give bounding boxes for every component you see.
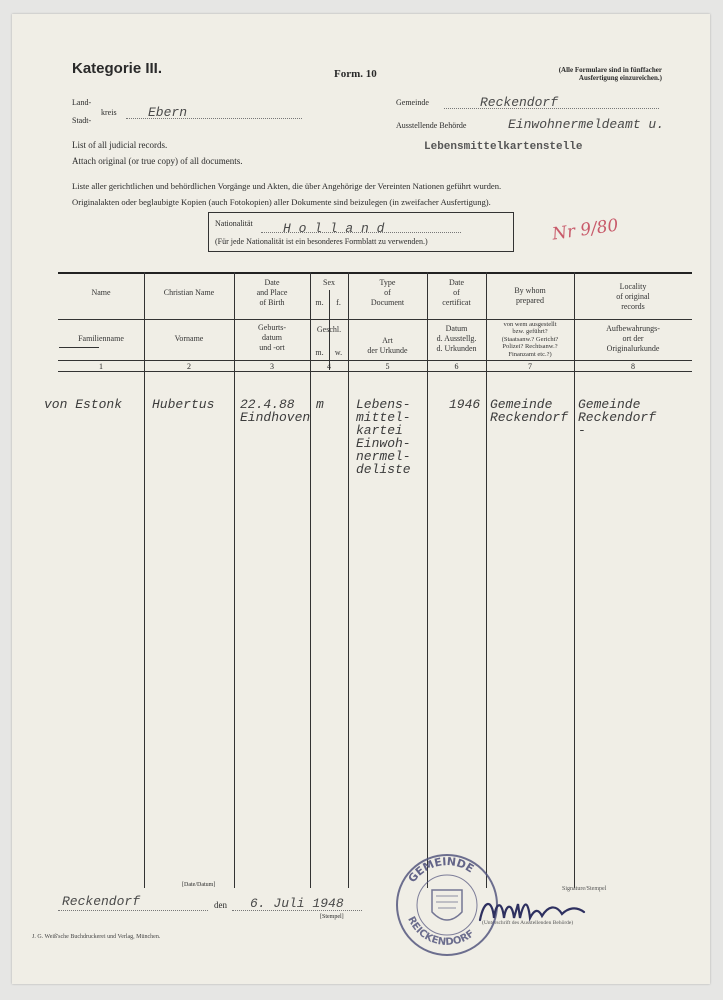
col-header-sex-f: f. (336, 298, 341, 307)
col-num-7: 7 (528, 362, 532, 371)
records-table (44, 272, 692, 888)
col-header-prepared-de: von wem ausgestellt bzw. geführt? (Staatsanw.? Gericht? Polizei? Rechtsanw.? Finanzamt etc.?) (501, 321, 559, 358)
col-header-sex-de-w: w. (334, 348, 343, 357)
behoerde-value-1: Einwohnermeldeamt u. (508, 117, 665, 132)
signature-label-2: (Unterschrift des Ausstellenden Behörde) (482, 920, 574, 926)
nationality-label: Nationalität (215, 219, 253, 228)
behoerde-label: Ausstellende Behörde (396, 121, 467, 130)
nationality-line (261, 232, 461, 233)
col-header-sex-m: m. (315, 298, 324, 307)
category-title: Kategorie III. (72, 60, 163, 77)
place-line (58, 910, 208, 911)
instruction-en-1: List of all judicial records. (72, 140, 168, 150)
col-num-8: 8 (631, 362, 635, 371)
col-header-birth-de: Geburts- datum und -ort (258, 323, 286, 352)
copies-note-line2: Ausfertigung einzureichen.) (578, 74, 662, 82)
gemeinde-value: Reckendorf (480, 95, 559, 110)
header-bottom-rule (58, 371, 692, 372)
behoerde-value-2: Lebensmittelkartenstelle (424, 141, 583, 153)
col-num-3: 3 (270, 362, 274, 371)
nationality-value: H o l l a n d (283, 221, 385, 236)
nationality-box (208, 212, 514, 252)
form-number: Form. 10 (334, 68, 377, 80)
col-header-sex-de: Geschl. (316, 325, 342, 334)
col-num-4: 4 (327, 362, 331, 371)
header-divider-seg (59, 347, 99, 348)
date-line (232, 910, 362, 911)
copies-note (492, 66, 662, 82)
footer-place: Reckendorf (62, 894, 141, 909)
row-sex: m (316, 397, 324, 412)
instruction-de-1: Liste aller gerichtlichen und behördlichen Vorgänge und Akten, die über Angehörige der Vereinten Nationen geführt wurden. (72, 181, 502, 191)
col-header-date-de: Datum d. Ausstellg. d. Urkunden (436, 324, 477, 353)
kreis-label: kreis (101, 108, 117, 117)
signature-label: Signature/Stempel (562, 886, 607, 892)
row-locality: Gemeinde Reckendorf - (578, 397, 657, 438)
stempel-label: [Stempel] (320, 914, 344, 920)
instruction-de-2: Originalakten oder beglaubigte Kopien (auch Fotokopien) aller Dokumente sind beizulegen (in zweifacher Ausfertigung). (72, 197, 491, 207)
gemeinde-label: Gemeinde (396, 98, 429, 107)
col-num-5: 5 (385, 362, 390, 371)
footer-date: 6. Juli 1948 (250, 896, 344, 911)
col-header-locality-de: Aufbewahrungs- ort der Originalurkunde (606, 324, 660, 353)
table-top-rule (58, 272, 692, 274)
nationality-note: (Für jede Nationalität ist ein besonderes Formblatt zu verwenden.) (215, 237, 428, 246)
row-date: 1946 (449, 397, 481, 412)
col-header-date-en: Date of certificat (442, 278, 471, 307)
stadt-label: Stadt- (72, 116, 92, 125)
col-header-birth-en: Date and Place of Birth (256, 278, 288, 307)
col-header-christian-en: Christian Name (163, 288, 215, 297)
handwritten-annotation: Nr 9/80 (550, 215, 620, 245)
row-type: Lebens- mittel- kartei Einwoh- nermel- deliste (356, 397, 411, 477)
header-divider-1 (58, 319, 692, 320)
row-name: von Estonk (44, 397, 123, 412)
datum-label: [Date/Datum] (182, 882, 216, 888)
document-sheet (12, 14, 710, 984)
row-prepared: Gemeinde Reckendorf (490, 397, 569, 425)
handwritten-signature (472, 890, 602, 930)
row-birth: 22.4.88 Eindhoven (240, 397, 311, 425)
col-header-type-de: Art der Urkunde (367, 336, 408, 355)
svg-text:GEMEINDE: GEMEINDE (405, 854, 477, 886)
col-header-sex-de-m: m. (315, 348, 324, 357)
land-label: Land- (72, 98, 92, 107)
header-divider-2 (58, 360, 692, 361)
col-header-prepared-en: By whom prepared (514, 286, 546, 305)
col-header-name-de: Familienname (78, 334, 124, 343)
col-header-sex-en: Sex (323, 278, 335, 287)
footer-den: den (214, 900, 227, 910)
row-vorname: Hubertus (152, 397, 215, 412)
kreis-value: Ebern (148, 105, 188, 120)
printer-credit: J. G. Weiß'sche Buchdruckerei und Verlag, München. (32, 934, 161, 940)
col-num-1: 1 (99, 362, 103, 371)
svg-text:REICKENDORF: REICKENDORF (405, 914, 477, 949)
copies-note-line1: (Alle Formulare sind in fünffacher (558, 66, 662, 74)
col-num-2: 2 (187, 362, 191, 371)
col-header-christian-de: Vorname (174, 334, 204, 343)
col-header-locality-en: Locality of original records (616, 282, 650, 311)
col-header-name-en: Name (91, 288, 111, 297)
col-num-6: 6 (454, 362, 459, 371)
instruction-en-2: Attach original (or true copy) of all documents. (72, 156, 243, 166)
col-header-type-en: Type of Document (370, 278, 405, 307)
